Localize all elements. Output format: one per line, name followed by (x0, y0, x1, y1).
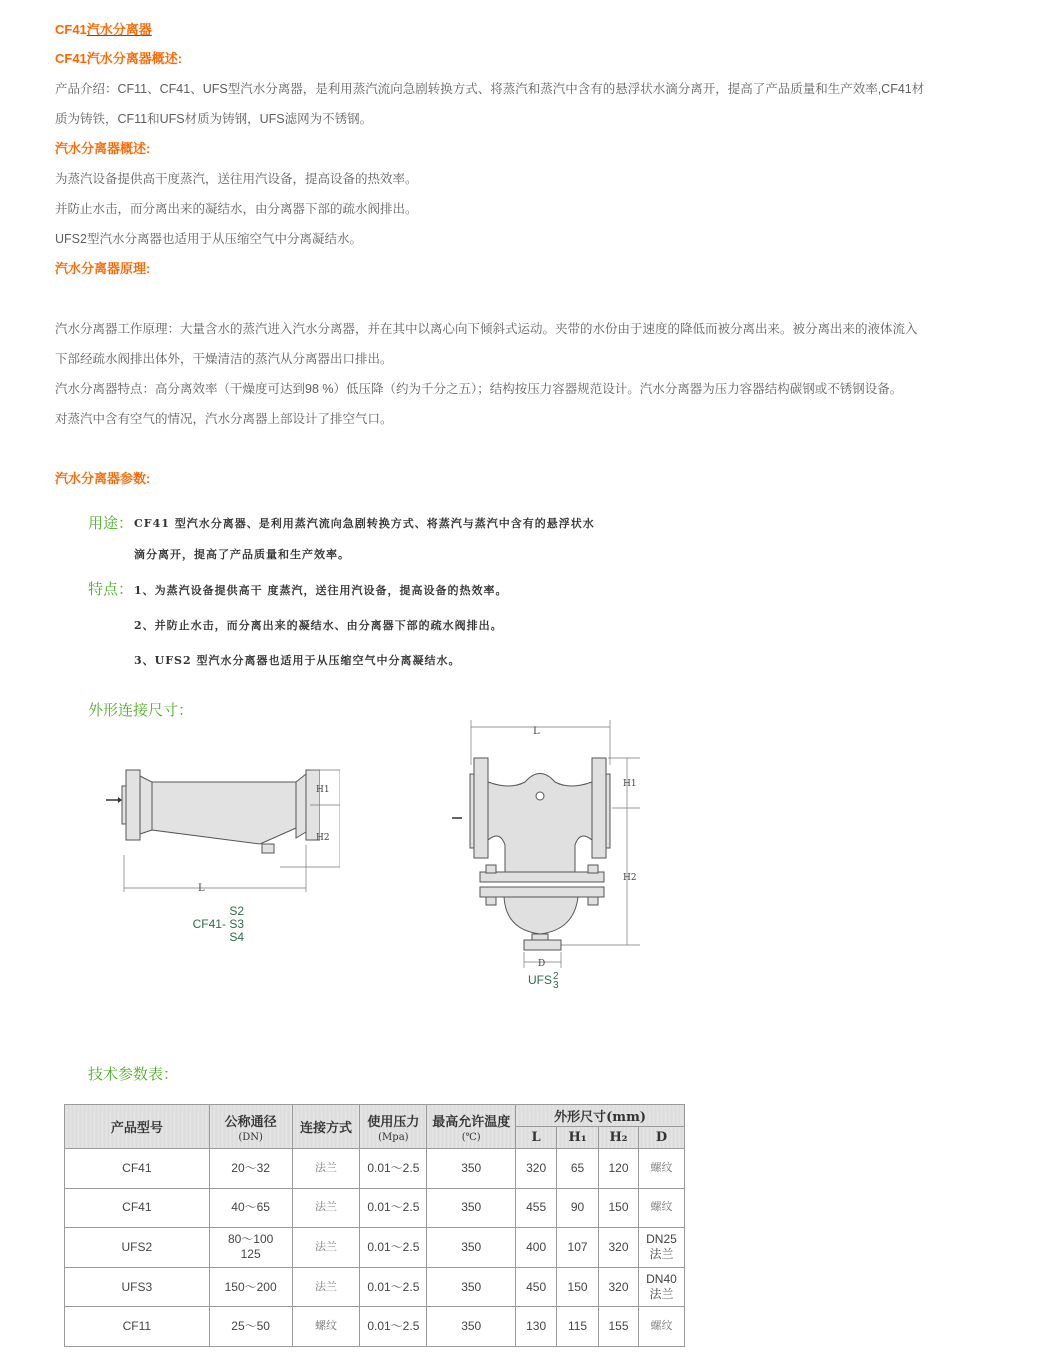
header-D: D (638, 1127, 684, 1149)
desc-line-2: 并防止水击，而分离出来的凝结水，由分离器下部的疏水阀排出。 (55, 202, 418, 216)
principle-line-1: 汽水分离器工作原理：大量含水的蒸汽进入汽水分离器，并在其中以离心向下倾斜式运动。夹带的水份由于速度的降低而被分离出来。被分离出来的液体流入 (55, 322, 918, 336)
overview-heading: CF41汽水分离器概述: (55, 51, 183, 66)
feature-label: 特点： (88, 581, 134, 598)
header-temp: 最高允许温度 (℃) (427, 1105, 516, 1149)
table-row: CF11 25～50 螺纹 0.01～2.5 350 130 115 155 螺纹 (65, 1307, 685, 1347)
desc-line-3: UFS2型汽水分离器也适用于从压缩空气中分离凝结水。 (55, 232, 362, 246)
ufs-caption: UFS 2 3 (528, 971, 559, 991)
desc-heading: 汽水分离器概述: (55, 141, 151, 156)
principle-line-4: 对蒸汽中含有空气的情况，汽水分离器上部设计了排空气口。 (55, 412, 393, 426)
usage-line-1: CF41 型汽水分离器、是利用蒸汽流向急剧转换方式、将蒸汽与蒸汽中含有的悬浮状水 (134, 517, 595, 530)
spec-table (64, 1104, 685, 1347)
feature-line-3: 3、UFS2 型汽水分离器也适用于从压缩空气中分离凝结水。 (134, 654, 461, 667)
feature-line-2: 2、并防止水击，而分离出来的凝结水、由分离器下部的疏水阀排出。 (134, 619, 503, 632)
svg-text:D: D (538, 959, 546, 969)
svg-text:H2: H2 (316, 833, 330, 843)
page-title (55, 20, 152, 40)
desc-line-1: 为蒸汽设备提供高干度蒸汽，送往用汽设备，提高设备的热效率。 (55, 172, 418, 186)
svg-text:L: L (198, 883, 205, 894)
header-L: L (516, 1127, 557, 1149)
ufs-diagram (440, 710, 670, 970)
cf41-dimensions (120, 760, 340, 900)
header-model: 产品型号 (65, 1105, 210, 1149)
feature-line-1: 1、为蒸汽设备提供高干 度蒸汽，送往用汽设备，提高设备的热效率。 (134, 584, 508, 597)
header-H1: H₁ (557, 1127, 599, 1149)
principle-line-2: 下部经疏水阀排出体外，干燥清洁的蒸汽从分离器出口排出。 (55, 352, 393, 366)
header-connection: 连接方式 (292, 1105, 360, 1149)
title-prefix: CF41 (55, 22, 87, 37)
usage-line-2: 滴分离开，提高了产品质量和生产效率。 (134, 548, 350, 561)
svg-text:L: L (533, 726, 540, 737)
overview-line-2: 质为铸铁，CF11和UFS材质为铸钢，UFS滤网为不锈钢。 (55, 112, 373, 126)
header-dims: 外形尺寸(mm) (516, 1105, 685, 1127)
cf41-caption: S2 CF41- S3 S4 (192, 904, 244, 944)
header-dn: 公称通径 (DN) (209, 1105, 292, 1149)
svg-text:H2: H2 (623, 873, 637, 883)
table-row: UFS2 80～100 125 法兰 0.01～2.5 350 400 107 320 DN25 法兰 (65, 1228, 685, 1268)
header-pressure: 使用压力 (Mpa) (360, 1105, 427, 1149)
principle-heading: 汽水分离器原理: (55, 261, 151, 276)
overview-line-1: 产品介绍：CF11、CF41、UFS型汽水分离器，是利用蒸汽流向急剧转换方式、将蒸汽和蒸汽中含有的悬浮状水滴分离开，提高了产品质量和生产效率,CF41材 (55, 82, 925, 96)
table-row: CF41 20～32 法兰 0.01～2.5 350 320 65 120 螺纹 (65, 1149, 685, 1189)
title-link[interactable]: 汽水分离器 (86, 22, 152, 37)
header-H2: H₂ (599, 1127, 639, 1149)
principle-line-3: 汽水分离器特点：高分离效率（干燥度可达到98 %）低压降（约为千分之五）；结构按压力容器规范设计。汽水分离器为压力容器结构碳钢或不锈钢设备。 (55, 382, 903, 396)
svg-text:H1: H1 (623, 779, 637, 789)
svg-text:H1: H1 (316, 785, 330, 795)
params-heading: 汽水分离器参数: (55, 471, 151, 486)
table-label: 技术参数表： (88, 1066, 179, 1083)
table-row: UFS3 150～200 法兰 0.01～2.5 350 450 150 320 DN40 法兰 (65, 1267, 685, 1307)
table-row: CF41 40～65 法兰 0.01～2.5 350 455 90 150 螺纹 (65, 1188, 685, 1228)
dimension-label: 外形连接尺寸： (88, 702, 194, 719)
usage-label: 用途： (88, 515, 134, 532)
